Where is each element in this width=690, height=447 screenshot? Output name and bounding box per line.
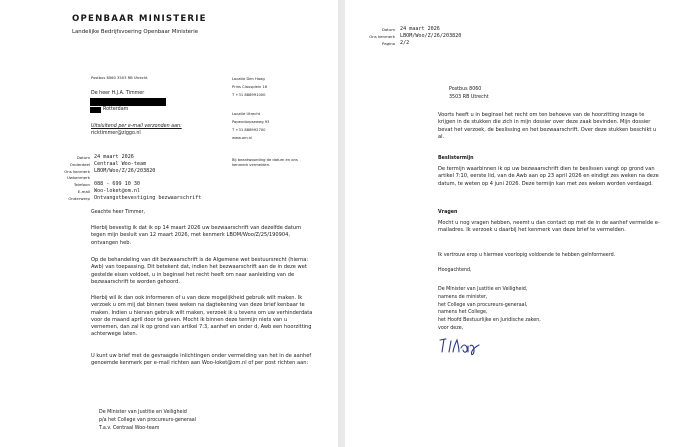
paragraph-2: Op de behandeling van dit bezwaarschrift is de Algemene wet bestuursrecht (hierna: Awb) van toepassing. Dit betekent dat, indien het bezwaarschrift aan de in deze wet gestelde eisen voldoet, u in beginsel het recht heeft om naar aanleiding van de bezwaarschrift te worden gehoord. <box>91 257 309 285</box>
paragraph-3: Hierbij wil ik dan ook informeren of u van deze mogelijkheid gebruik wilt maken. Ik verzoek u om mij dat binnen twee weken na dagtekening van deze brief kenbaar te maken. Indien u hiervan gebruik wilt maken, verzoek ik u tevens om uw verhinderdata voor de maand april door te geven. Mocht ik binnen deze termijn niets van u vernemen, dan zal ik op grond van artikel 7:3, aanhef en onder d, Awb een hoorzitting achterwege laten. <box>91 295 313 338</box>
greeting: Hoogachtend, <box>438 268 472 273</box>
paragraph-beslistermijn: De termijn waarbinnen ik op uw bezwaarschrift dien te beslissen vangt op grond van artikel 7:10, eerste lid, van de Awb aan op 23 april 2026 en eindigt zes weken na deze datum, te weten op 4 juni 2026. Deze termijn kan met zes weken worden verdaagd. <box>438 166 659 187</box>
paragraph-inzage: Voorts heeft u in beginsel het recht om ten behoeve van de hoorzitting inzage te krijgen in de stukken die zich in mijn dossier over deze zaak bevinden. Mijn dossier bevat het verzoek, de beslissing en het bezwaarschrift. Over deze stukken beschikt u al. <box>438 112 657 140</box>
paragraph-1: Hierbij bevestig ik dat ik op 14 maart 2026 uw bezwaarschrift van dezelfde datum tegen mijn besluit van 12 maart 2026, met kenmerk LBOM/Woo/Z/25/190904, ontvangen heb. <box>91 225 302 246</box>
closing-address: De Minister van Justitie en Veiligheid p/a het College van procureurs-generaal T.a.v. Centraal Woo-team <box>99 410 197 431</box>
addressee-city: Rotterdam <box>103 107 129 112</box>
meta-values-p2: 24 maart 2026 LBOM/Woo/Z/26/203820 2/2 <box>400 26 462 46</box>
heading-vragen: Vragen <box>438 210 458 215</box>
redaction-bar <box>90 98 166 106</box>
location-den-haag: Locatie Den Haag Prins Clausplein 16 T +31 888991000 <box>232 77 268 97</box>
postbus-p2: Postbus 8060 3503 RB Utrecht <box>449 87 489 100</box>
salutation: Geachte heer Timmer, <box>91 210 145 215</box>
paragraph-trust: Ik vertrouw erop u hiermee voorlopig voldoende te hebben geïnformeerd. <box>438 253 616 258</box>
location-utrecht: Locatie Utrecht Papendorpseweg 93 T +31 888992700 www.om.nl <box>232 112 270 140</box>
meta-labels-p2: Datum Ons kenmerk Pagina <box>369 27 395 46</box>
email-notice: Uitsluitend per e-mail verzonden aan: <box>91 124 182 129</box>
org-subtitle: Landelijke Bedrijfsvoering Openbaar Ministerie <box>72 29 199 35</box>
email-address: ricktimmer@ziggo.nl <box>91 131 141 136</box>
letter-page-1 <box>0 0 338 447</box>
redaction-bar-small <box>90 107 101 113</box>
addressee-name: De heer H.J.A. Timmer <box>91 91 145 96</box>
paragraph-vragen: Mocht u nog vragen hebben, neemt u dan contact op met de in de aanhef vermelde e-mailadres. Ik verzoek u daarbij het kenmerk van deze brief te vermelden. <box>438 220 660 234</box>
letter-page-2 <box>345 0 690 447</box>
handwritten-signature <box>437 334 487 360</box>
return-address: Postbus 8060 3503 RB Utrecht <box>91 76 148 80</box>
meta-values: 24 maart 2026 Centraal Woo-team LBOM/Woo/Z/26/203820 088 - 699 10 30 Woo-loket@om.nl Ontvangstbevestiging bezwaarschrift <box>94 154 202 201</box>
paragraph-4: U kunt uw brief met de gevraagde inlichtingen onder vermelding van het in de aanhef genoemde kenmerk per e-mail richten aan Woo-loket@om.nl of per post richten aan: <box>91 353 312 367</box>
reply-note: Bij beantwoording de datum en ons kenmerk vermelden. <box>232 158 298 167</box>
org-title: OPENBAAR MINISTERIE <box>72 14 207 24</box>
heading-beslistermijn: Beslistermijn <box>438 156 474 161</box>
signature-block: De Minister van Justitie en Veiligheid, namens de minister, het College van procureurs-generaal, namens het College, het Hoofd Bestuurlijke en Juridische zaken, voor deze, <box>438 287 541 331</box>
meta-labels: Datum Onderdeel Ons kenmerk Uwkenmerk Telefoon E-mail Onderwerp <box>64 155 90 201</box>
